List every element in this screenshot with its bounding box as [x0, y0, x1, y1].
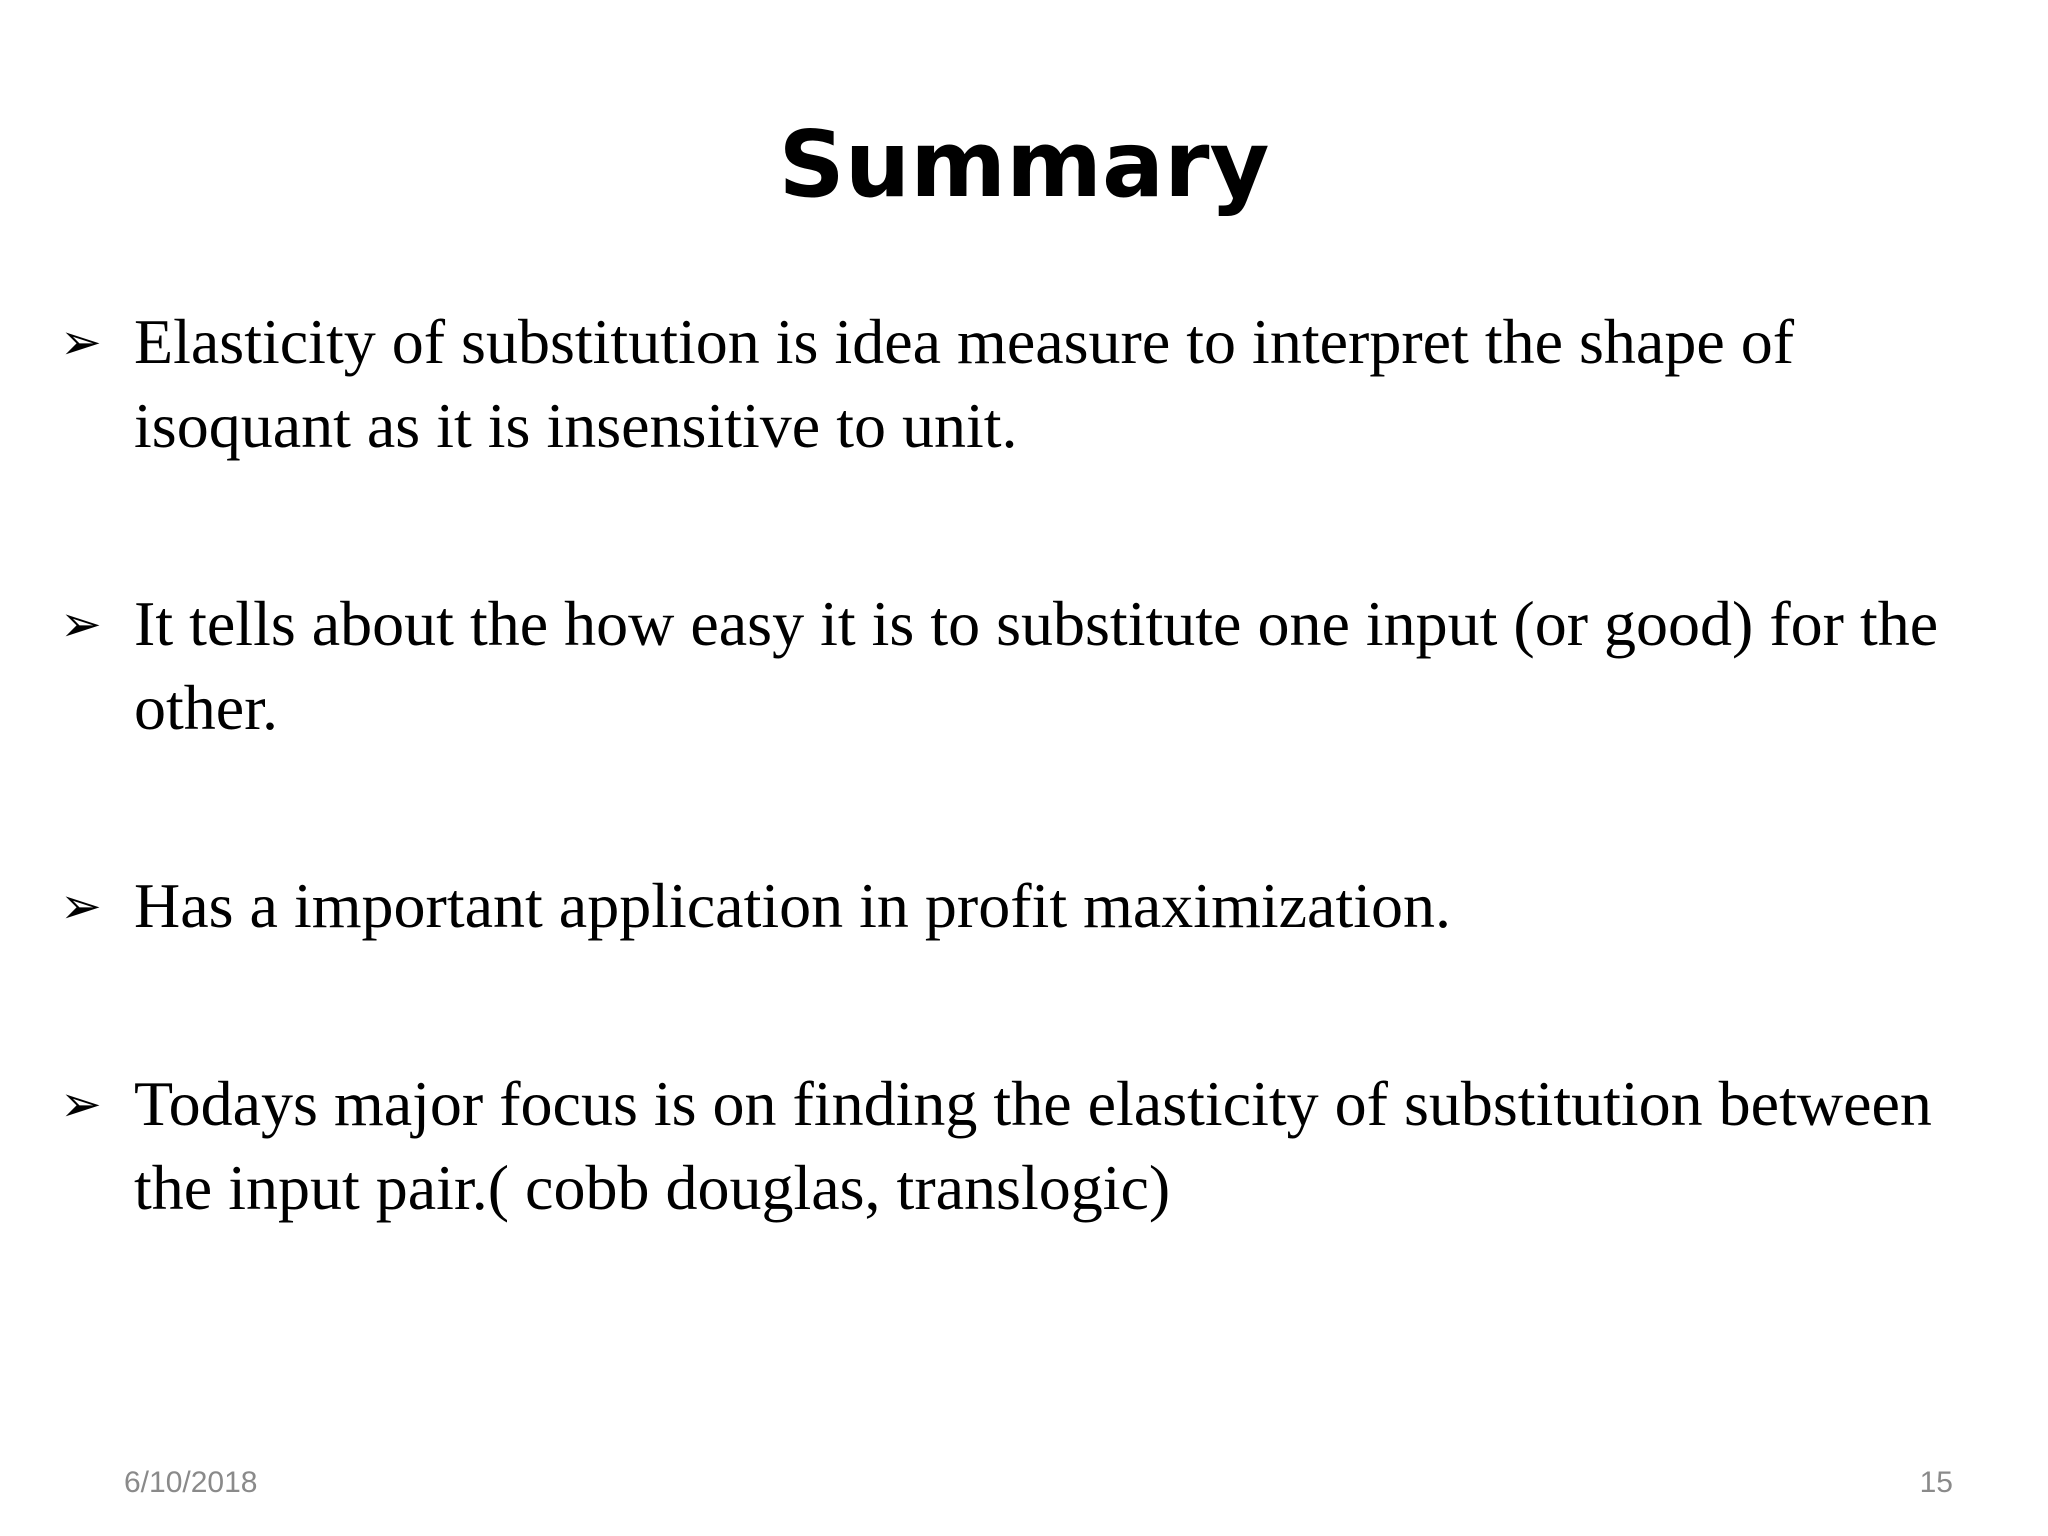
bullet-list [60, 300, 2000, 1344]
bullet-item [60, 582, 2000, 750]
arrow-bullet-icon: ➢ [60, 877, 102, 935]
arrow-bullet-icon: ➢ [60, 595, 102, 653]
arrow-bullet-icon: ➢ [60, 313, 102, 371]
bullet-text: Has a important application in profit maximization. [134, 870, 1451, 941]
slide-title: Summary [778, 111, 1270, 218]
footer-page-number: 15 [1919, 1466, 1953, 1499]
arrow-bullet-icon: ➢ [60, 1075, 102, 1133]
bullet-text: Todays major focus is on finding the elasticity of substitution between the input pair.( cobb douglas, translogic) [134, 1068, 1932, 1223]
bullet-text: Elasticity of substitution is idea measure to interpret the shape of isoquant as it is insensitive to unit. [134, 306, 1795, 461]
bullet-item [60, 300, 2000, 468]
bullet-item [60, 864, 2000, 948]
footer-date: 6/10/2018 [124, 1466, 258, 1499]
bullet-item [60, 1062, 2000, 1230]
bullet-text: It tells about the how easy it is to substitute one input (or good) for the other. [134, 588, 1939, 743]
